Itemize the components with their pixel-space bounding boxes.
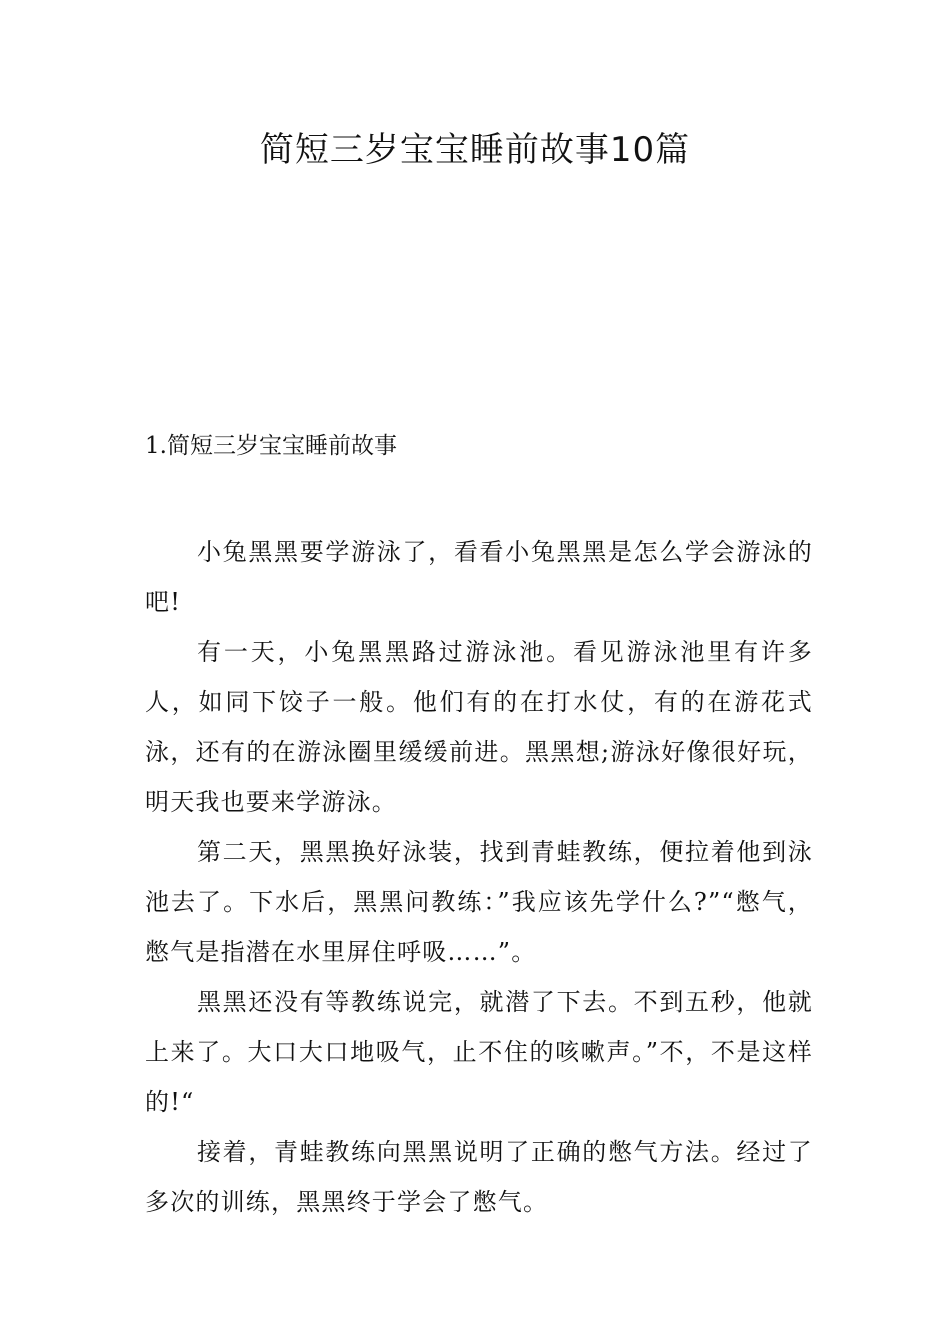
story-body [145,527,813,1227]
story-paragraph: 黑黑还没有等教练说完，就潜了下去。不到五秒，他就上来了。大口大口地吸气，止不住的咳嗽声。”不，不是这样的!“ [145,988,813,1116]
section-heading: 1.简短三岁宝宝睡前故事 [145,433,397,459]
story-paragraph: 第二天，黑黑换好泳装，找到青蛙教练，便拉着他到泳池去了。下水后，黑黑问教练：”我应该先学什么?”“憋气，憋气是指潜在水里屏住呼吸……”。 [145,838,813,966]
document-title: 简短三岁宝宝睡前故事10篇 [259,130,691,170]
story-paragraph: 有一天，小兔黑黑路过游泳池。看见游泳池里有许多人，如同下饺子一般。他们有的在打水仗，有的在游花式泳，还有的在游泳圈里缓缓前进。黑黑想;游泳好像很好玩，明天我也要来学游泳。 [145,638,813,816]
story-paragraph: 小兔黑黑要学游泳了，看看小兔黑黑是怎么学会游泳的吧! [145,538,813,616]
story-paragraph: 接着，青蛙教练向黑黑说明了正确的憋气方法。经过了多次的训练，黑黑终于学会了憋气。 [145,1138,813,1216]
